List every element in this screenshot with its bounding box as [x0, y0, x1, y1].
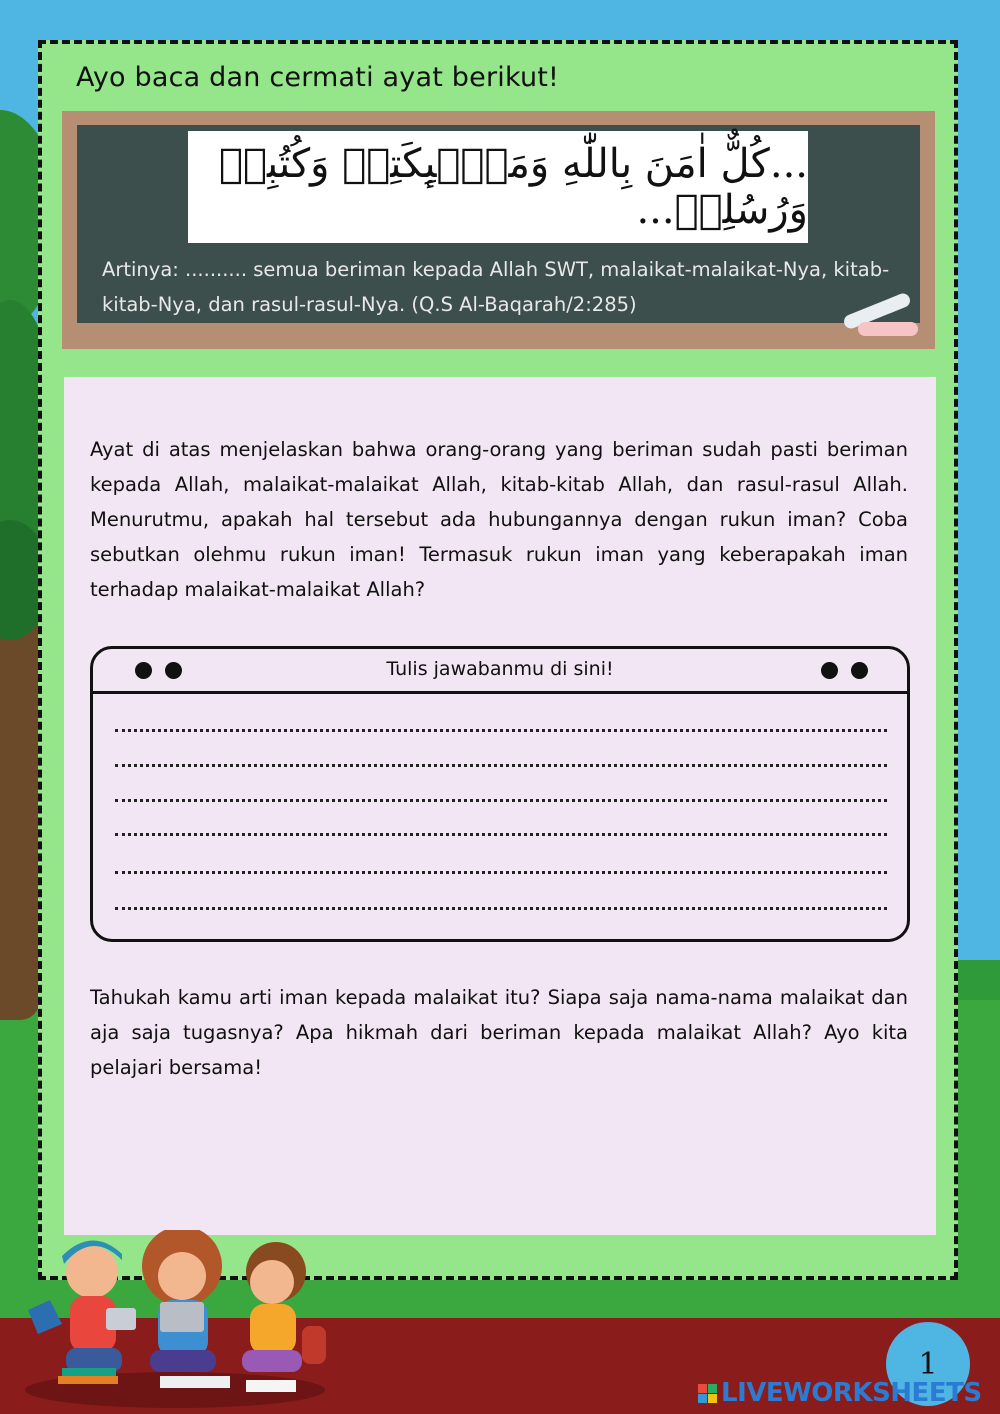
- answer-line-5[interactable]: [115, 871, 887, 874]
- answer-line-2[interactable]: [115, 764, 887, 767]
- answer-line-4[interactable]: [115, 833, 887, 836]
- liveworksheets-text: LIVEWORKSHEETS: [721, 1378, 982, 1408]
- answer-line-1[interactable]: [115, 729, 887, 732]
- liveworksheets-logo-icon: [698, 1384, 717, 1403]
- answer-line-6[interactable]: [115, 907, 887, 910]
- tree-trunk: [0, 600, 40, 1020]
- page-heading: Ayo baca dan cermati ayat berikut!: [76, 62, 560, 93]
- verse-meaning-line1: Artinya: .......... semua beriman kepada Allah SWT, malaikat-malaikat-Nya, kitab-: [102, 258, 890, 281]
- page-number: 1: [886, 1322, 970, 1406]
- chalk-icon: [858, 322, 918, 336]
- verse-meaning-line2: kitab-Nya, dan rasul-rasul-Nya. (Q.S Al-Baqarah/2:285): [102, 293, 637, 316]
- answer-box-header: [93, 649, 907, 694]
- dot-icon: [851, 662, 868, 679]
- verse-meaning: [102, 252, 902, 322]
- dot-icon: [821, 662, 838, 679]
- closing-paragraph: Tahukah kamu arti iman kepada malaikat itu? Siapa saja nama-nama malaikat dan aja saja tugasnya? Apa hikmah dari beriman kepada malaikat Allah? Ayo kita pelajari bersama!: [90, 986, 908, 1079]
- intro-paragraph: Ayat di atas menjelaskan bahwa orang-orang yang beriman sudah pasti beriman kepada Allah, malaikat-malaikat Allah, kitab-kitab Allah, dan rasul-rasul Allah. Menurutmu, apakah hal tersebut ada hubungannya dengan rukun iman? Coba sebutkan olehmu rukun iman! Termasuk rukun iman yang keberapakah iman terhadap malaikat-malaikat Allah?: [90, 438, 908, 601]
- answer-box: [90, 646, 910, 942]
- answer-box-title: Tulis jawabanmu di sini!: [386, 658, 614, 680]
- liveworksheets-watermark: [698, 1378, 982, 1408]
- kids-illustration: [10, 1230, 340, 1410]
- verse-arabic-text: ...كُلٌّ اٰمَنَ بِاللّٰهِ وَمَلٰۤىِٕكَتِهٖ وَكُتُبِهٖ وَرُسُلِهٖ...: [218, 141, 808, 233]
- answer-line-3[interactable]: [115, 799, 887, 802]
- verse-arabic-box: [188, 131, 808, 243]
